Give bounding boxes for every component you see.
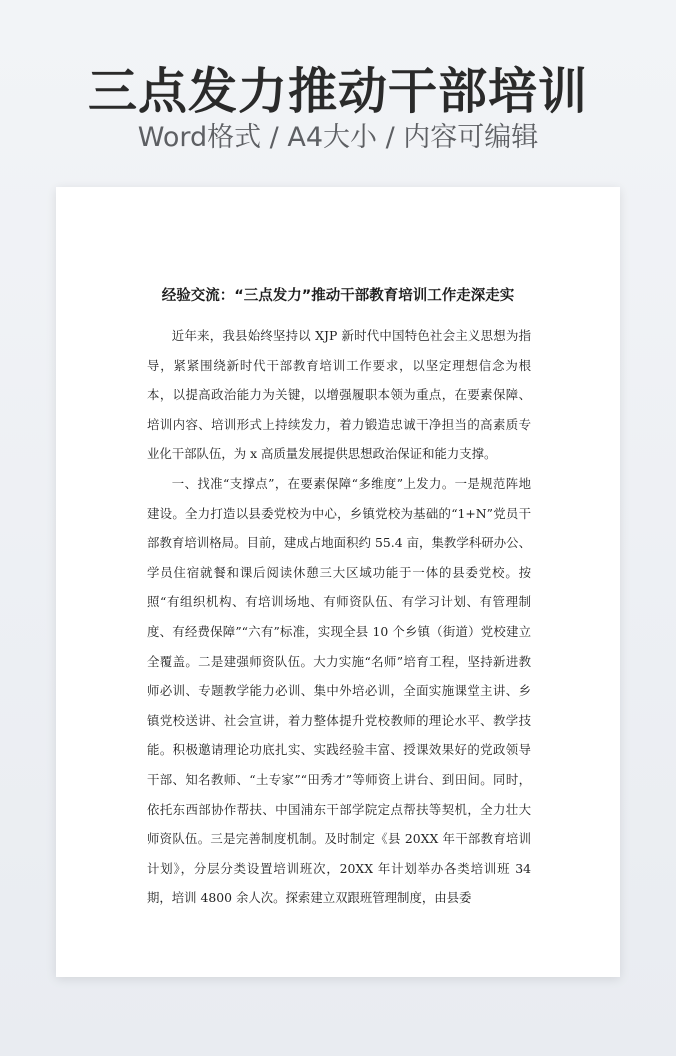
document-page <box>56 187 620 977</box>
paragraph-intro: 近年来，我县始终坚持以 XJP 新时代中国特色社会主义思想为指导，紧紧围绕新时代干部教育培训工作要求，以坚定理想信念为根本，以提高政治能力为关键，以增强履职本领为重点，在要素保障、培训内容、培训形式上持续发力，着力锻造忠诚干净担当的高素质专业化干部队伍，为 x 高质量发展提供思想政治保证和能力支撑。 <box>147 328 531 462</box>
document-body <box>147 321 531 913</box>
paragraph-section-one: 一、找准“支撑点”，在要素保障“多维度”上发力。一是规范阵地建设。全力打造以县委党校为中心，乡镇党校为基础的“1+N”党员干部教育培训格局。目前，建成占地面积约 55.4 亩，集教学科研办公、学员住宿就餐和课后阅读休憩三大区域功能于一体的县委党校。按照“有组织机构、有培训场地、有师资队伍、有学习计划、有管理制度、有经费保障”“六有”标准，实现全县 10 个乡镇（街道）党校建立全覆盖。二是建强师资队伍。大力实施“名师”培育工程，坚持新进教师必训、专题教学能力必训、集中外培必训，全面实施课堂主讲、乡镇党校送讲、社会宣讲，着力整体提升党校教师的理论水平、教学技能。积极邀请理论功底扎实、实践经验丰富、授课效果好的党政领导干部、知名教师、“土专家”“田秀才”等师资上讲台、到田间。同时，依托东西部协作帮扶、中国浦东干部学院定点帮扶等契机，全力壮大师资队伍。三是完善制度机制。及时制定《县 20XX 年干部教育培训计划》，分层分类设置培训班次，20XX 年计划举办各类培训班 34 期，培训 4800 余人次。探索建立双跟班管理制度，由县委 <box>147 475 531 906</box>
banner-subtitle: Word格式 / A4大小 / 内容可编辑 <box>137 122 539 153</box>
document-heading: 经验交流：“三点发力”推动干部教育培训工作走深走实 <box>161 288 515 304</box>
banner-title: 三点发力推动干部培训 <box>87 63 588 120</box>
banner <box>0 0 676 186</box>
